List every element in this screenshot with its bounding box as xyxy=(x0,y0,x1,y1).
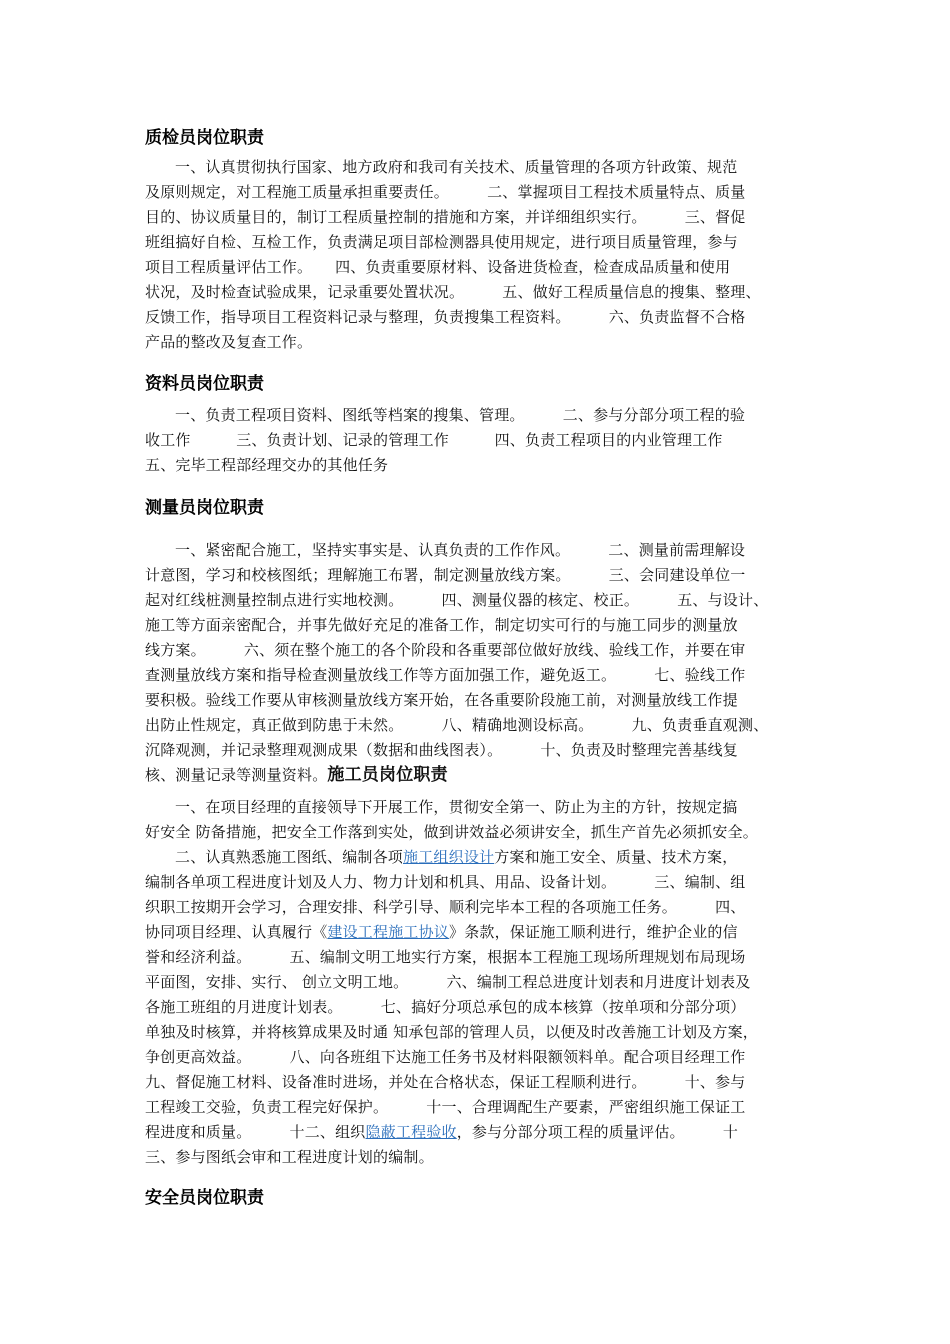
construction-text: 程进度和质量。 十二、组织 xyxy=(145,1123,366,1141)
survey-line: 查测量放线方案和指导检查测量放线工作等方面加强工作，避免返工。 七、验线工作 xyxy=(145,666,746,684)
construction-org-design-link[interactable]: 施工组织设计 xyxy=(403,848,495,866)
survey-last-line xyxy=(145,763,810,788)
construction-text: ，参与分部分项工程的质量评估。 十 xyxy=(456,1123,739,1141)
survey-section-title: 测量员岗位职责 xyxy=(145,498,264,518)
document-page xyxy=(145,0,810,1344)
qc-section-title: 质检员岗位职责 xyxy=(145,128,264,148)
qc-line: 状况，及时检查试验成果，记录重要处置状况。 五、做好工程质量信息的搜集、整理、 xyxy=(145,283,761,301)
survey-line: 出防止性规定，真正做到防患于未然。 八、精确地测设标高。 九、负责垂直观测、 xyxy=(145,716,769,734)
construction-line: 九、督促施工材料、设备准时进场，并处在合格状态，保证工程顺利进行。 十、参与 xyxy=(145,1073,746,1091)
construction-line: 平面图，安排、实行、 创立文明工地。 六、编制工程总进度计划表和月进度计划表及 xyxy=(145,973,751,991)
construction-line: 好安全 防备措施，把安全工作落到实处，做到讲效益必须讲安全，抓生产首先必须抓安全。 xyxy=(145,823,758,841)
survey-line: 起对红线桩测量控制点进行实地校测。 四、测量仪器的核定、校正。 五、与设计、 xyxy=(145,591,769,609)
docs-line: 五、完毕工程部经理交办的其他任务 xyxy=(145,456,389,474)
construction-line: 誉和经济利益。 五、编制文明工地实行方案，根据本工程施工现场所理规划布局现场 xyxy=(145,948,746,966)
construction-line xyxy=(145,845,810,870)
qc-section-body xyxy=(145,155,810,355)
construction-line: 工程竣工交验，负责工程完好保护。 十一、合理调配生产要素，严密组织施工保证工 xyxy=(145,1098,746,1116)
survey-line: 施工等方面亲密配合，并事先做好充足的准备工作，制定切实可行的与施工同步的测量放 xyxy=(145,616,738,634)
construction-text: 》条款，保证施工顺利进行，维护企业的信 xyxy=(449,923,738,941)
construction-line: 争创更高效益。 八、向各班组下达施工任务书及材料限额领料单。配合项目经理工作 xyxy=(145,1048,746,1066)
safety-section-title: 安全员岗位职责 xyxy=(145,1188,264,1208)
survey-line: 一、紧密配合施工，坚持实事实是、认真负责的工作作风。 二、测量前需理解设 xyxy=(175,541,746,559)
qc-line: 产品的整改及复查工作。 xyxy=(145,333,313,351)
construction-section-body xyxy=(145,795,810,1170)
survey-section-body xyxy=(145,538,810,788)
survey-line: 要积极。验线工作要从审核测量放线方案开始，在各重要阶段施工前，对测量放线工作提 xyxy=(145,691,738,709)
docs-section-title: 资料员岗位职责 xyxy=(145,374,264,394)
construction-line xyxy=(145,1120,810,1145)
qc-line: 反馈工作，指导项目工程资料记录与整理，负责搜集工程资料。 六、负责监督不合格 xyxy=(145,308,746,326)
survey-last-text: 核、测量记录等测量资料。 xyxy=(145,766,328,784)
construction-line: 单独及时核算，并将核算成果及时通 知承包部的管理人员，以便及时改善施工计划及方案， xyxy=(145,1023,758,1041)
construction-line: 三、参与图纸会审和工程进度计划的编制。 xyxy=(145,1148,434,1166)
qc-line: 及原则规定，对工程施工质量承担重要责任。 二、掌握项目工程技术质量特点、质量 xyxy=(145,183,746,201)
survey-line: 线方案。 六、须在整个施工的各个阶段和各重要部位做好放线、验线工作，并要在审 xyxy=(145,641,746,659)
docs-section-body xyxy=(145,403,810,478)
docs-line: 一、负责工程项目资料、图纸等档案的搜集、管理。 二、参与分部分项工程的验 xyxy=(175,406,746,424)
survey-line: 沉降观测，并记录整理观测成果（数据和曲线图表）。 十、负责及时整理完善基线复 xyxy=(145,741,739,759)
construction-text: 协同项目经理、认真履行《 xyxy=(145,923,328,941)
construction-line: 织职工按期开会学习，合理安排、科学引导、顺利完毕本工程的各项施工任务。 四、 xyxy=(145,898,746,916)
construction-line: 各施工班组的月进度计划表。 七、搞好分项总承包的成本核算（按单项和分部分项） xyxy=(145,998,746,1016)
construction-text: 二、认真熟悉施工图纸、编制各项 xyxy=(175,848,404,866)
construction-section-title: 施工员岗位职责 xyxy=(327,765,448,785)
construction-line: 编制各单项工程进度计划及人力、物力计划和机具、用品、设备计划。 三、编制、组 xyxy=(145,873,746,891)
qc-line: 一、认真贯彻执行国家、地方政府和我司有关技术、质量管理的各项方针政策、规范 xyxy=(175,158,738,176)
qc-line: 目的、协议质量目的，制订工程质量控制的措施和方案，并详细组织实行。 三、督促 xyxy=(145,208,746,226)
survey-line: 计意图，学习和校核图纸；理解施工布署，制定测量放线方案。 三、会同建设单位一 xyxy=(145,566,746,584)
construction-line: 一、在项目经理的直接领导下开展工作，贯彻安全第一、防止为主的方针，按规定搞 xyxy=(175,798,738,816)
docs-line: 收工作 三、负责计划、记录的管理工作 四、负责工程项目的内业管理工作 xyxy=(145,431,723,449)
qc-line: 班组搞好自检、互检工作，负责满足项目部检测器具使用规定，进行项目质量管理，参与 xyxy=(145,233,738,251)
construction-contract-link[interactable]: 建设工程施工协议 xyxy=(327,923,450,941)
qc-line: 项目工程质量评估工作。 四、负责重要原材料、设备进货检查，检查成品质量和使用 xyxy=(145,258,731,276)
construction-line xyxy=(145,920,810,945)
construction-hidden-works-link[interactable]: 隐蔽工程验收 xyxy=(365,1123,457,1141)
construction-text: 方案和施工安全、质量、技术方案， xyxy=(494,848,738,866)
